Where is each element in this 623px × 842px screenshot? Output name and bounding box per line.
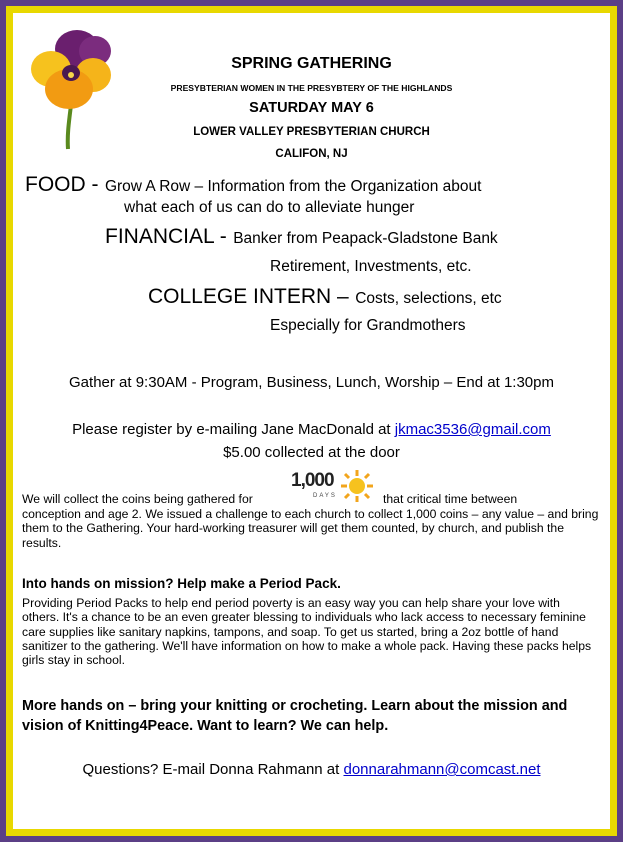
food-line1: Grow A Row – Information from the Organization about [104, 178, 482, 195]
period-heading: Into hands on mission? Help make a Period Pack. [22, 576, 341, 591]
college-topic [148, 285, 502, 309]
thousand-days-logo [289, 466, 379, 506]
register-fee: $5.00 collected at the door [223, 444, 400, 461]
logo-number: 1,000 [291, 470, 334, 491]
flyer-page [13, 13, 610, 829]
questions-email-link[interactable]: donnarahmann@comcast.net [343, 761, 541, 778]
event-date: SATURDAY MAY 6 [249, 100, 374, 116]
food-label: FOOD - [25, 173, 99, 196]
coins-after-logo: that critical time between [383, 492, 518, 506]
food-topic [25, 173, 481, 197]
questions-text: Questions? E-mail Donna Rahmann at [82, 761, 344, 778]
financial-line2: Retirement, Investments, etc. [270, 258, 472, 275]
coins-before-logo: We will collect the coins being gathered for [22, 492, 253, 506]
event-subtitle: PRESYBTERIAN WOMEN IN THE PRESYBTERY OF THE HIGHLANDS [170, 83, 453, 93]
register-text: Please register by e-mailing Jane MacDonald at [72, 421, 395, 438]
period-paragraph: Providing Period Packs to help end period poverty is an easy way you can help share your love with others. It's a chance to be an even greater blessing to individuals who lack access to necessary feminine care supplies like sanitary napkins, tampons, and soap. To get us started, bring a 2oz bottle of hand sanitizer to the gathering. We'll have information on how to make a whole pack. Having these packs helps girls stay in school. [22, 596, 592, 668]
event-title: SPRING GATHERING [231, 55, 392, 72]
college-line2: Especially for Grandmothers [270, 317, 466, 334]
coins-paragraph: conception and age 2. We issued a challenge to each church to collect 1,000 coins – any value – and bring them to the Gathering. Your hard-working treasurer will get them counted, by church, and publish the results. [22, 507, 599, 550]
event-church: LOWER VALLEY PRESBYTERIAN CHURCH [193, 126, 430, 138]
register-email-link[interactable]: jkmac3536@gmail.com [394, 421, 551, 438]
questions-line [13, 761, 610, 778]
logo-word: DAYS [313, 493, 337, 499]
financial-line1: Banker from Peapack-Gladstone Bank [233, 230, 498, 247]
college-line1: Costs, selections, etc [355, 290, 502, 307]
food-line2: what each of us can do to alleviate hunger [124, 199, 415, 216]
financial-topic [105, 225, 498, 249]
knitting-paragraph: More hands on – bring your knitting or crocheting. Learn about the mission and vision of Knitting4Peace. Want to learn? We can help. [22, 698, 568, 734]
register-line [13, 421, 610, 438]
college-label: COLLEGE INTERN – [148, 285, 349, 308]
schedule-text: Gather at 9:30AM - Program, Business, Lunch, Worship – End at 1:30pm [69, 374, 554, 391]
event-location: CALIFON, NJ [275, 148, 348, 160]
financial-label: FINANCIAL - [105, 225, 227, 248]
sun-logo-icon [339, 468, 375, 504]
